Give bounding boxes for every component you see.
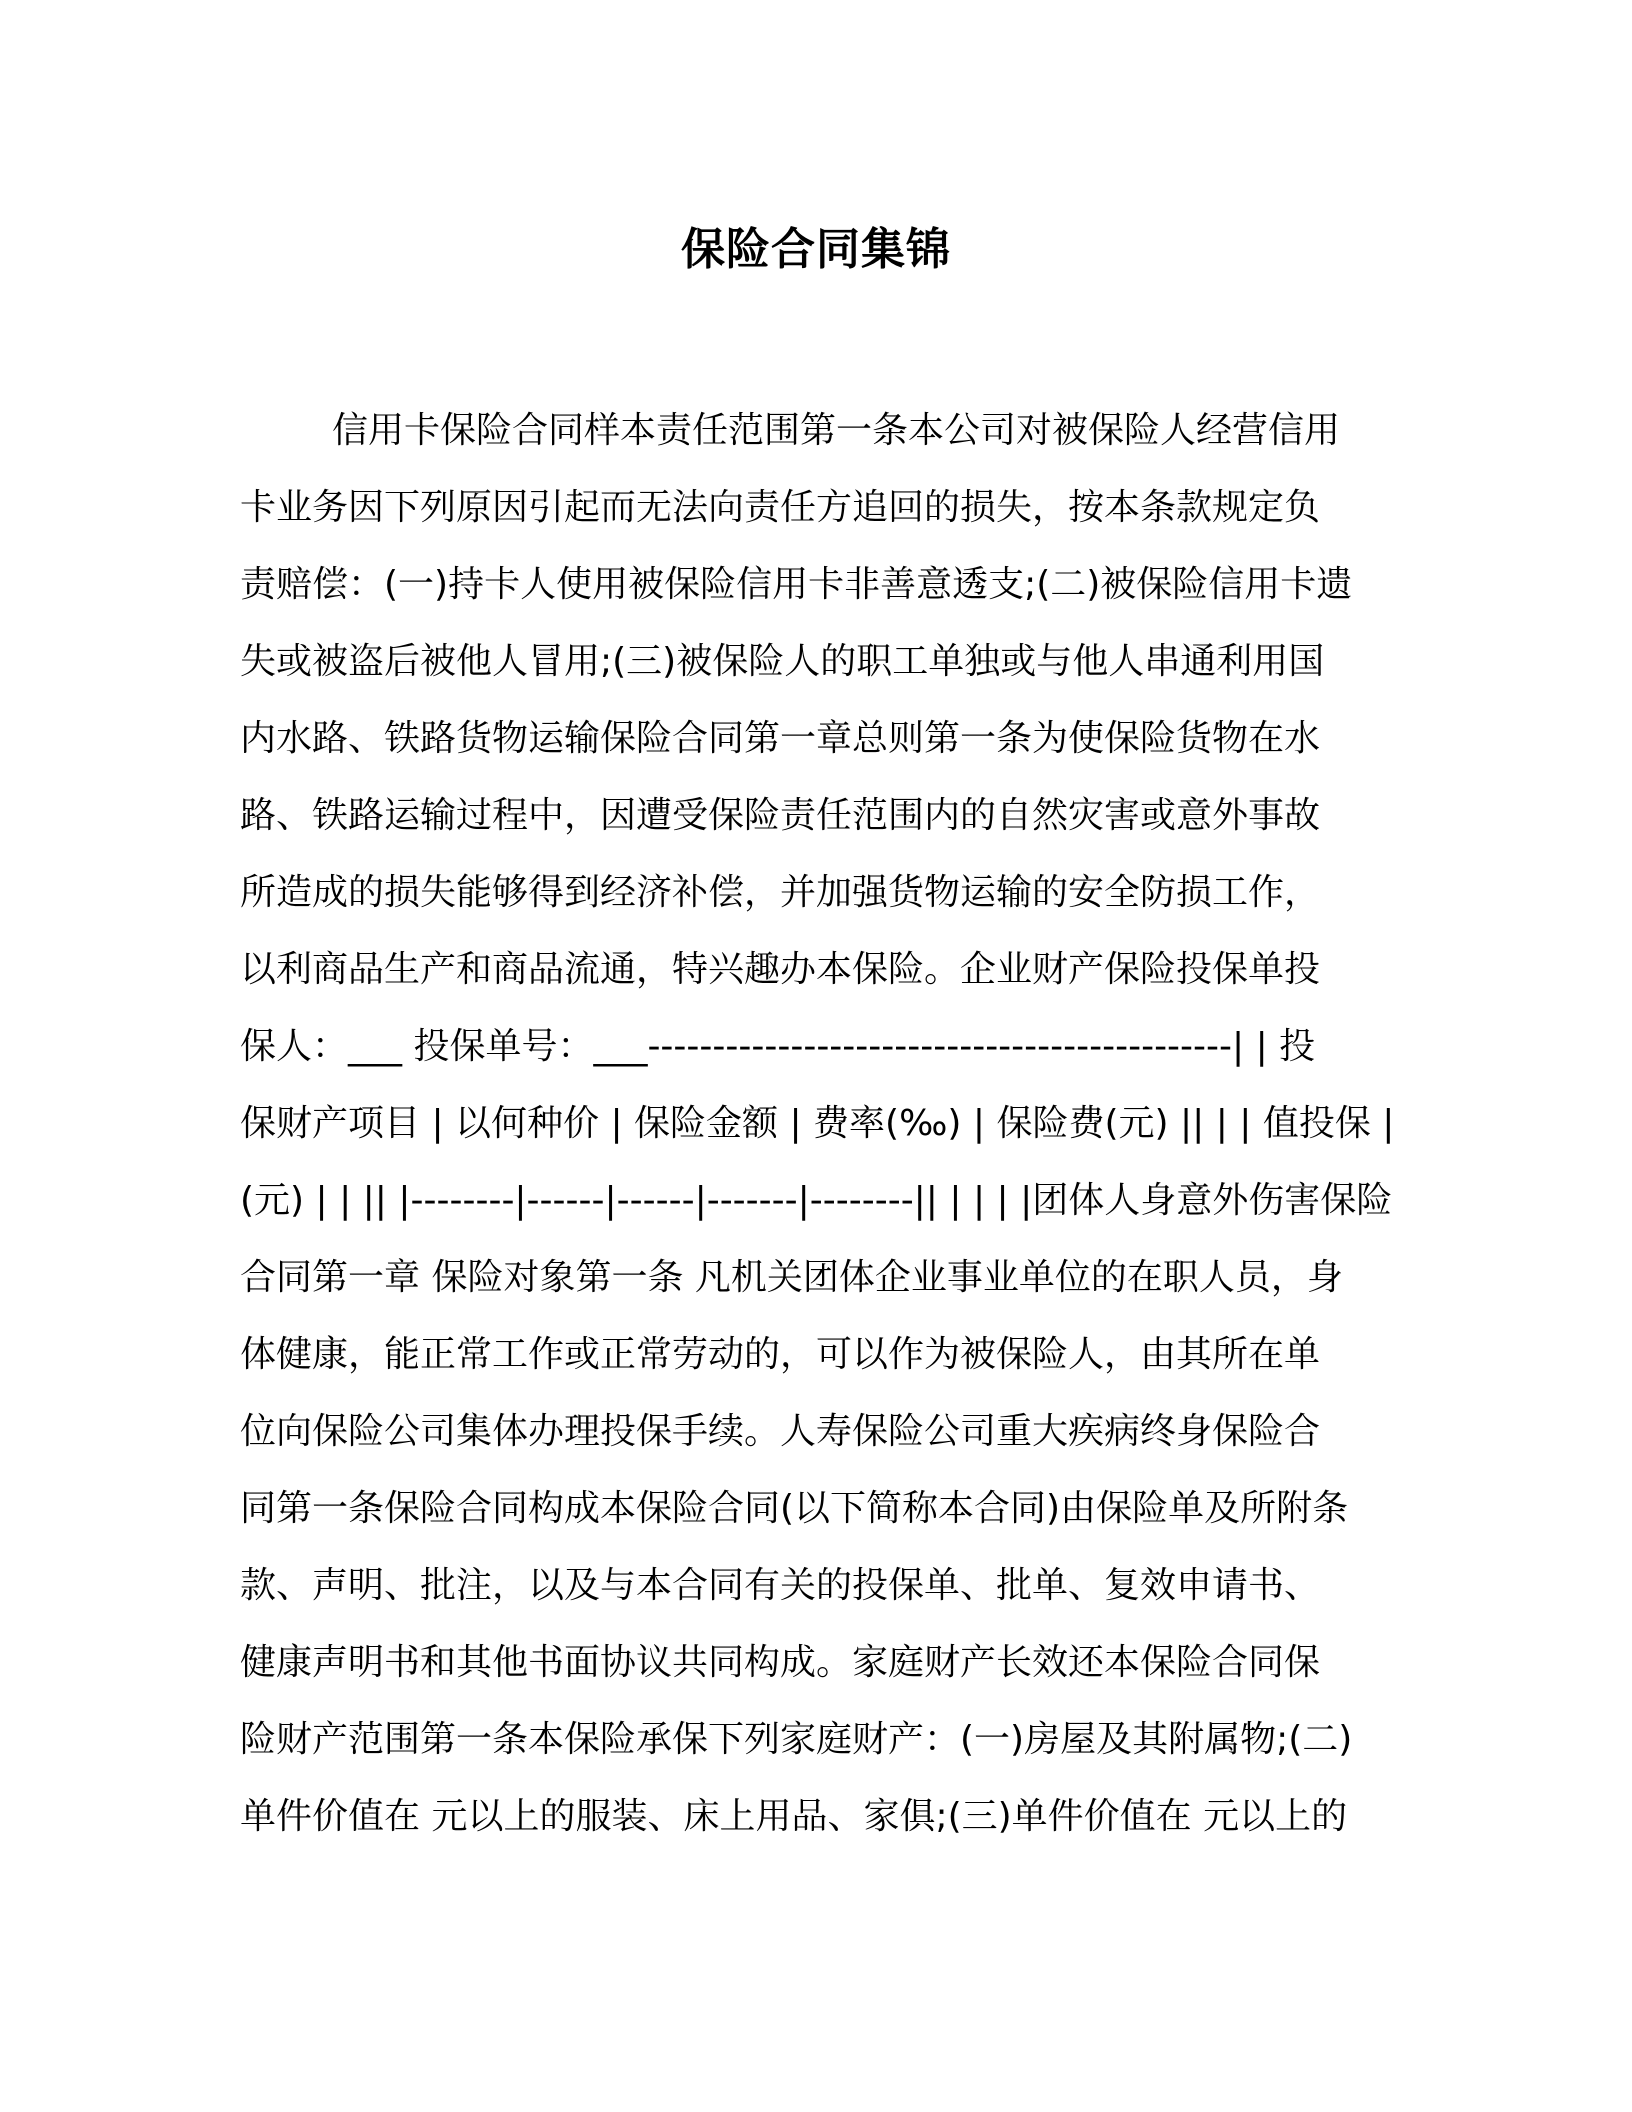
- body-line: 保财产项目 | 以何种价 | 保险金额 | 费率(‰) | 保险费(元) || | | 值投保 |: [240, 1103, 1395, 1144]
- body-line: 以利商品生产和商品流通，特兴趣办本保险。企业财产保险投保单投: [240, 949, 1321, 990]
- body-line: (元) | | || |--------|------|------|-------|--------|| | | | |团体人身意外伤害保险: [240, 1180, 1393, 1221]
- body-line: 合同第一章 保险对象第一条 凡机关团体企业事业单位的在职人员，身: [240, 1257, 1343, 1298]
- document-title: 保险合同集锦: [681, 224, 951, 275]
- body-line: 险财产范围第一条本保险承保下列家庭财产：(一)房屋及其附属物;(二): [240, 1719, 1353, 1760]
- body-line: 单件价值在 元以上的服装、床上用品、家俱;(三)单件价值在 元以上的: [240, 1796, 1348, 1837]
- document-body: [240, 392, 1400, 1855]
- body-line: 体健康，能正常工作或正常劳动的，可以作为被保险人，由其所在单: [240, 1334, 1321, 1375]
- body-line: 责赔偿：(一)持卡人使用被保险信用卡非善意透支;(二)被保险信用卡遗: [240, 564, 1353, 605]
- body-line: 健康声明书和其他书面协议共同构成。家庭财产长效还本保险合同保: [240, 1642, 1321, 1683]
- body-line: 款、声明、批注，以及与本合同有关的投保单、批单、复效申请书、: [240, 1565, 1321, 1606]
- body-line: 卡业务因下列原因引起而无法向责任方追回的损失，按本条款规定负: [240, 487, 1321, 528]
- body-line: 路、铁路运输过程中，因遭受保险责任范围内的自然灾害或意外事故: [240, 795, 1321, 836]
- body-line: 位向保险公司集体办理投保手续。人寿保险公司重大疾病终身保险合: [240, 1411, 1321, 1452]
- body-line: 保人：___ 投保单号：___---------------------------------------------| | 投: [240, 1026, 1316, 1067]
- body-line: 失或被盗后被他人冒用;(三)被保险人的职工单独或与他人串通利用国: [240, 641, 1325, 682]
- body-line: 内水路、铁路货物运输保险合同第一章总则第一条为使保险货物在水: [240, 718, 1321, 759]
- body-line: 所造成的损失能够得到经济补偿，并加强货物运输的安全防损工作，: [240, 872, 1321, 913]
- body-line: 信用卡保险合同样本责任范围第一条本公司对被保险人经营信用: [332, 410, 1341, 451]
- body-line: 同第一条保险合同构成本保险合同(以下简称本合同)由保险单及所附条: [240, 1488, 1349, 1529]
